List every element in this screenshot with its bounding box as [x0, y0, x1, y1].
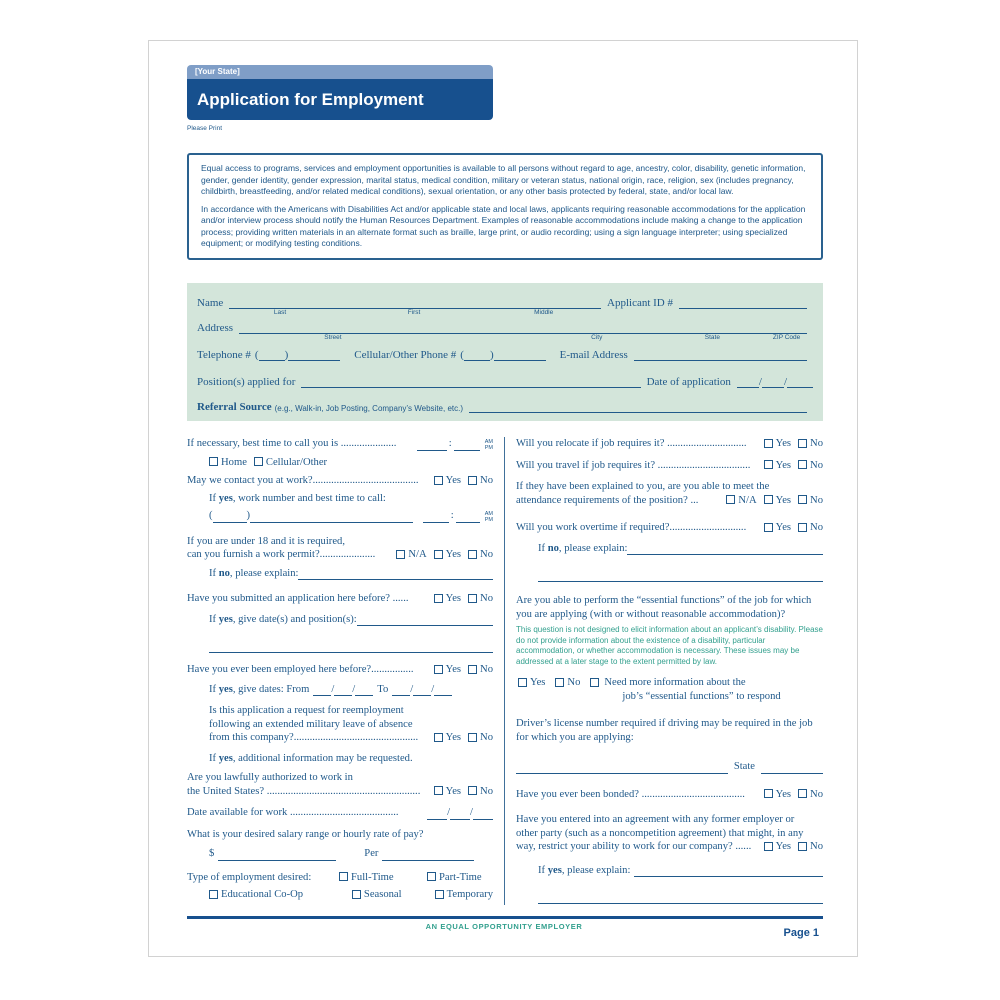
bonded-label: Have you ever been bonded? ....................................... [516, 788, 745, 800]
overtime-explain-input[interactable] [627, 544, 823, 555]
please-print-label: Please Print [187, 125, 223, 132]
application-year-input[interactable] [787, 377, 813, 388]
name-input[interactable] [229, 296, 601, 316]
bonded-no-checkbox[interactable] [798, 789, 807, 798]
notice-paragraph-1: Equal access to programs, services and employment opportunities is available to all persons without regard to age, ancestry, color, disability, genetic information, gender, gender identity, gender expression, marital status, medical condition, military or veteran status, national origin, race, religion, sex (includes pregnancy, childbirth, breastfeeding, and/or related medical conditions), sexual orientation, or any other basis protected by federal, state, and/or local law. [201, 163, 806, 196]
essential-no-checkbox[interactable] [555, 678, 564, 687]
position-row: Position(s) applied for Date of application / / [197, 375, 813, 388]
essential-functions-question: Are you able to perform the “essential functions” of the job for which you are applying (with or without reasonable accommodation)? [516, 595, 812, 620]
noncompete-line1: Have you entered into an agreement with any former employer or [516, 814, 795, 825]
available-year-input[interactable] [473, 809, 493, 820]
per-label: Per [364, 848, 379, 859]
application-month-input[interactable] [737, 377, 759, 388]
educational-coop-checkbox[interactable] [209, 890, 218, 899]
employment-dates-row: If yes, give dates: From / / To / / [209, 683, 493, 697]
noncompete-explain-input-line2[interactable] [538, 893, 823, 904]
reemployment-line2: following an extended military leave of absence [209, 718, 413, 730]
lawful-label: the United States? .......................................................... [187, 785, 421, 797]
relocate-no-checkbox[interactable] [798, 439, 807, 448]
essential-functions-note: This question is not designed to elicit information about an applicant’s disability. Please do not provide information about the existence of a disability, particular accommodation, or whether accommodation is necessary. These issues may be addressed at a later stage to the extent permitted by law. [516, 625, 823, 666]
dollar-sign: $ [209, 848, 215, 859]
referral-source-hint: (e.g., Walk-in, Job Posting, Company’s Website, etc.) [274, 404, 464, 413]
address-city-sublabel: City [591, 334, 603, 341]
questionnaire-left-column [187, 437, 504, 905]
work-time-hour-input[interactable] [423, 512, 449, 523]
work-permit-yes-checkbox[interactable] [434, 550, 443, 559]
to-year-input[interactable] [434, 685, 452, 696]
application-day-input[interactable] [762, 377, 784, 388]
work-number-note: If yes, work number and best time to call: [209, 492, 386, 504]
work-permit-no-checkbox[interactable] [468, 550, 477, 559]
cellular-other-checkbox-label: Cellular/Other [265, 456, 328, 468]
from-day-input[interactable] [334, 685, 352, 696]
contact-at-work-label: May we contact you at work?........................................ [187, 475, 419, 486]
page-title: Application for Employment [187, 79, 493, 120]
attendance-na-checkbox[interactable] [726, 495, 735, 504]
referral-source-input[interactable] [469, 400, 807, 413]
to-day-input[interactable] [413, 685, 431, 696]
license-state-label: State [733, 761, 755, 772]
attendance-no-checkbox[interactable] [798, 495, 807, 504]
noncompete-no-checkbox[interactable] [798, 842, 807, 851]
need-more-info-label: Need more information about the job’s “essential functions” to respond [604, 677, 781, 702]
seasonal-checkbox[interactable] [352, 890, 361, 899]
best-time-label: If necessary, best time to call you is ..................... [187, 438, 397, 449]
work-area-code-input[interactable] [213, 512, 247, 523]
employment-type-row1: Type of employment desired: Full-Time Part-Time [187, 871, 482, 883]
attendance-yes-checkbox[interactable] [764, 495, 773, 504]
employment-type-label: Type of employment desired: [187, 871, 312, 883]
application-form-page [148, 40, 858, 957]
attendance-line1: If they have been explained to you, are you able to meet the [516, 481, 770, 492]
work-time-ampm: AM PM [484, 510, 493, 523]
email-label: E-mail Address [559, 349, 628, 361]
form-header [187, 65, 493, 120]
work-permit-question-line1: If you are under 18 and it is required, [187, 535, 345, 547]
travel-label: Will you travel if job requires it? ................................... [516, 459, 751, 471]
phone-email-row: Telephone # ( ) Cellular/Other Phone # ( ) E-mail Address [197, 348, 813, 361]
applicant-id-label: Applicant ID # [607, 297, 673, 309]
essential-functions-row: Yes No Need more information about the job’s “essential functions” to respond [516, 676, 823, 703]
work-number-input[interactable] [250, 512, 413, 523]
submitted-before-label: Have you submitted an application here before? ...... [187, 593, 409, 604]
employed-before-row: Have you ever been employed here before?................ Yes No [187, 664, 493, 675]
best-time-ampm: AM PM [484, 438, 493, 451]
noncompete-line2: other party (such as a noncompetition agreement) that might, in any [516, 827, 804, 839]
permit-explain-row: If no, please explain: [209, 567, 493, 581]
telephone-label: Telephone # [197, 349, 251, 361]
address-label: Address [197, 322, 234, 334]
available-month-input[interactable] [427, 809, 447, 820]
contact-work-no-checkbox[interactable] [468, 476, 477, 485]
travel-yes-checkbox[interactable] [764, 460, 773, 469]
referral-source-label: Referral Source [197, 401, 272, 413]
employed-before-label: Have you ever been employed here before?................ [187, 664, 414, 675]
notice-paragraph-2: In accordance with the Americans with Disabilities Act and/or applicable state and local laws, applicants requiring reasonable accommodations for the application and/or interview process should notify the Human Resources Department. Examples of reasonable accommodations include making a change to the application process; providing written materials in an alternate format such as braille, large print, or audio recording; using a sign language interpreter; using specialized equipment; or modifying testing conditions. [201, 203, 806, 248]
footer-rule [187, 916, 823, 919]
reemployment-line1: Is this application a request for reemployment [209, 705, 404, 716]
reemployment-yes-checkbox[interactable] [434, 733, 443, 742]
travel-row: Will you travel if job requires it? ................................... Yes No [516, 459, 823, 471]
address-input[interactable] [239, 321, 807, 341]
overtime-explain-input-line2[interactable] [538, 571, 823, 582]
work-permit-na-checkbox[interactable] [396, 550, 405, 559]
relocate-label: Will you relocate if job requires it? .............................. [516, 438, 747, 449]
noncompete-explain-input[interactable] [634, 866, 823, 877]
cellular-number-input[interactable] [494, 350, 546, 361]
contact-work-yes-checkbox[interactable] [434, 476, 443, 485]
telephone-number-input[interactable] [288, 350, 340, 361]
overtime-label: Will you work overtime if required?............................. [516, 522, 747, 533]
bonded-yes-checkbox[interactable] [764, 789, 773, 798]
reemployment-row: from this company?............................................... Yes No [209, 732, 493, 743]
cellular-area-input[interactable] [464, 350, 490, 361]
reemployment-label: from this company?............................................... [209, 732, 419, 743]
part-time-checkbox[interactable] [427, 872, 436, 881]
salary-per-input[interactable] [382, 850, 474, 861]
referral-row [197, 400, 813, 413]
work-number-row: ( ) : AM PM [209, 510, 493, 523]
from-month-input[interactable] [313, 685, 331, 696]
employed-yes-checkbox[interactable] [434, 665, 443, 674]
cellular-label: Cellular/Other Phone # [354, 349, 457, 361]
state-tab: [Your State] [187, 65, 493, 79]
drivers-license-input[interactable] [516, 763, 728, 774]
date-of-application-label: Date of application [646, 376, 731, 388]
employment-type-row2: Educational Co-Op Seasonal Temporary [187, 888, 493, 902]
work-permit-row: can you furnish a work permit?..................... N/A Yes No [187, 549, 493, 560]
lawful-no-checkbox[interactable] [468, 786, 477, 795]
drivers-license-question: Driver’s license number required if driving may be required in the job for which you are applying: [516, 718, 813, 743]
name-first-sublabel: First [407, 309, 421, 316]
date-available-row: Date available for work ......................................... / / [187, 806, 493, 820]
relocate-yes-checkbox[interactable] [764, 439, 773, 448]
license-state-input[interactable] [761, 763, 823, 774]
noncompete-explain-row: If yes, please explain: [538, 864, 823, 878]
salary-row [209, 847, 493, 861]
temporary-checkbox[interactable] [435, 890, 444, 899]
salary-question: What is your desired salary range or hourly rate of pay? [187, 828, 424, 840]
employed-no-checkbox[interactable] [468, 665, 477, 674]
full-time-checkbox[interactable] [339, 872, 348, 881]
applicant-id-input[interactable] [679, 296, 807, 309]
questionnaire [187, 437, 823, 905]
submitted-no-checkbox[interactable] [468, 594, 477, 603]
positions-input[interactable] [301, 375, 640, 388]
cellular-other-checkbox[interactable] [254, 457, 263, 466]
home-checkbox[interactable] [209, 457, 218, 466]
attendance-row: attendance requirements of the position? ... N/A Yes No [516, 494, 823, 506]
name-middle-sublabel: Middle [534, 309, 554, 316]
address-row [197, 321, 813, 341]
drivers-license-row [516, 760, 823, 774]
overtime-yes-checkbox[interactable] [764, 523, 773, 532]
personal-info-section [187, 283, 823, 421]
submitted-details-input-line2[interactable] [209, 642, 493, 653]
best-time-minute-input[interactable] [454, 440, 480, 451]
address-zip-sublabel: ZIP Code [772, 334, 801, 341]
permit-explain-input[interactable] [298, 569, 493, 580]
contact-at-work-row: May we contact you at work?........................................ Yes No [187, 475, 493, 486]
page-number: Page 1 [783, 927, 819, 939]
telephone-area-input[interactable] [259, 350, 285, 361]
relocate-row: Will you relocate if job requires it? .............................. Yes No [516, 438, 823, 449]
overtime-no-checkbox[interactable] [798, 523, 807, 532]
work-time-minute-input[interactable] [456, 512, 480, 523]
reemployment-note: If yes, additional information may be requested. [209, 752, 413, 764]
overtime-row: Will you work overtime if required?............................. Yes No [516, 522, 823, 533]
home-checkbox-label: Home [221, 456, 247, 468]
lawful-yes-checkbox[interactable] [434, 786, 443, 795]
questionnaire-right-column [504, 437, 823, 905]
best-time-hour-input[interactable] [417, 440, 447, 451]
lawful-row: the United States? .......................................................... Yes No [187, 785, 493, 797]
phone-type-row [209, 456, 493, 470]
positions-label: Position(s) applied for [197, 376, 296, 388]
attendance-label: attendance requirements of the position? ... [516, 494, 699, 506]
submitted-before-row: Have you submitted an application here before? ...... Yes No [187, 593, 493, 604]
name-row [197, 296, 813, 316]
from-year-input[interactable] [355, 685, 373, 696]
essential-yes-checkbox[interactable] [518, 678, 527, 687]
reemployment-no-checkbox[interactable] [468, 733, 477, 742]
work-permit-label: can you furnish a work permit?..................... [187, 549, 376, 560]
best-time-row: If necessary, best time to call you is ..................... : AM PM [187, 438, 493, 451]
travel-no-checkbox[interactable] [798, 460, 807, 469]
to-month-input[interactable] [392, 685, 410, 696]
noncompete-yes-checkbox[interactable] [764, 842, 773, 851]
salary-amount-input[interactable] [218, 850, 336, 861]
equal-opportunity-label: AN EQUAL OPPORTUNITY EMPLOYER [425, 922, 583, 931]
essential-need-info-checkbox[interactable] [590, 678, 599, 687]
noncompete-row: way, restrict your ability to work for our company? ...... Yes No [516, 841, 823, 852]
email-input[interactable] [634, 348, 807, 361]
available-day-input[interactable] [450, 809, 470, 820]
submitted-details-input[interactable] [357, 615, 493, 626]
submitted-details-row: If yes, give date(s) and position(s): [209, 613, 493, 627]
date-available-label: Date available for work ......................................... [187, 807, 399, 818]
overtime-explain-row: If no, please explain: [538, 542, 823, 556]
bonded-row: Have you ever been bonded? ....................................... Yes No [516, 788, 823, 800]
address-state-sublabel: State [704, 334, 720, 341]
address-street-sublabel: Street [324, 334, 342, 341]
name-label: Name [197, 297, 224, 309]
noncompete-label: way, restrict your ability to work for our company? ...... [516, 841, 752, 852]
equal-access-notice [187, 153, 823, 260]
submitted-yes-checkbox[interactable] [434, 594, 443, 603]
name-last-sublabel: Last [273, 309, 287, 316]
lawful-line1: Are you lawfully authorized to work in [187, 772, 353, 783]
